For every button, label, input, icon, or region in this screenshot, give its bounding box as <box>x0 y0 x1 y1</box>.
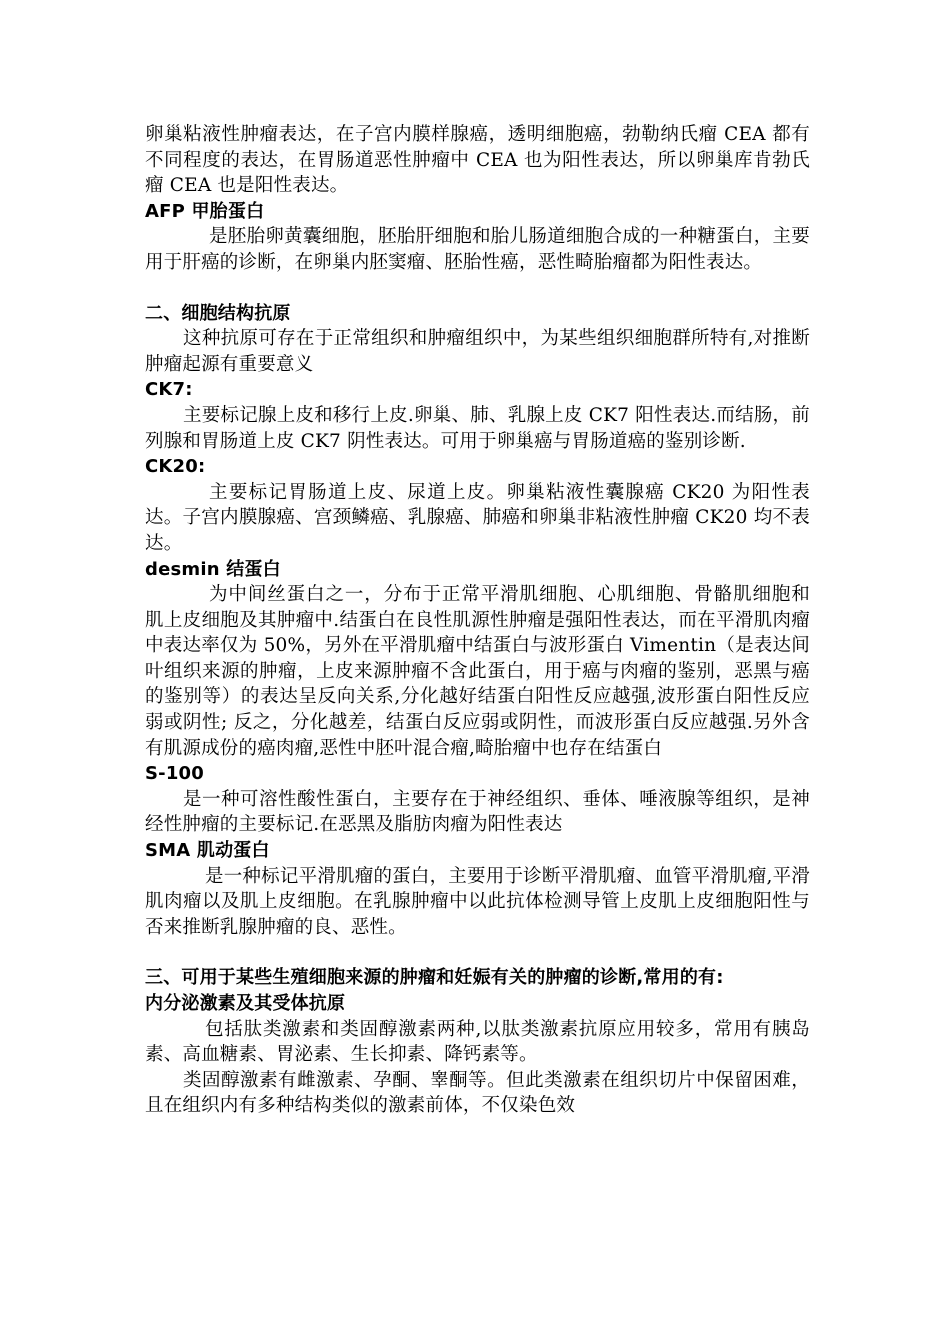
afp-paragraph: 是胚胎卵黄囊细胞，胚胎肝细胞和胎儿肠道细胞合成的一种糖蛋白，主要用于肝癌的诊断，在卵巢内胚窦瘤、胚胎性癌，恶性畸胎瘤都为阳性表达。 <box>145 226 810 273</box>
spacer <box>145 940 810 965</box>
ck20-heading: CK20: <box>145 456 206 478</box>
ck7-paragraph: 主要标记腺上皮和移行上皮.卵巢、肺、乳腺上皮 CK7 阳性表达.而结肠，前列腺和胃肠道上皮 CK7 阴性表达。可用于卵巢癌与胃肠道癌的鉴别诊断. <box>145 404 810 452</box>
section-3-heading: 三、可用于某些生殖细胞来源的肿瘤和妊娠有关的肿瘤的诊断,常用的有: <box>145 967 724 989</box>
sma-paragraph: 是一种标记平滑肌瘤的蛋白，主要用于诊断平滑肌瘤、血管平滑肌瘤,平滑肌肉瘤以及肌上皮细胞。在乳腺肿瘤中以此抗体检测导管上皮肌上皮细胞阳性与否来推断乳腺肿瘤的良、恶性。 <box>145 865 810 938</box>
spacer <box>145 276 810 301</box>
s100-paragraph: 是一种可溶性酸性蛋白，主要存在于神经组织、垂体、唾液腺等组织，是神经性肿瘤的主要标记.在恶黑及脂肪肉瘤为阳性表达 <box>145 788 810 836</box>
section-2-heading: 二、细胞结构抗原 <box>145 302 291 324</box>
desmin-heading: desmin 结蛋白 <box>145 558 281 580</box>
endocrine-heading: 内分泌激素及其受体抗原 <box>145 993 346 1014</box>
sma-heading: SMA 肌动蛋白 <box>145 840 270 862</box>
section-2-paragraph: 这种抗原可存在于正常组织和肿瘤组织中，为某些组织细胞群所特有,对推断肿瘤起源有重要意义 <box>145 328 810 375</box>
ck20-paragraph: 主要标记胃肠道上皮、尿道上皮。卵巢粘液性囊腺癌 CK20 为阳性表达。子宫内膜腺癌、宫颈鳞癌、乳腺癌、肺癌和卵巢非粘液性肿瘤 CK20 均不表达。 <box>145 481 810 554</box>
intro-paragraph: 卵巢粘液性肿瘤表达，在子宫内膜样腺癌，透明细胞癌，勃勒纳氏瘤 CEA 都有不同程度的表达，在胃肠道恶性肿瘤中 CEA 也为阳性表达，所以卵巢库肯勃氏瘤 CEA 也是阳性表达。 <box>145 124 810 197</box>
endocrine-paragraph-2: 类固醇激素有雌激素、孕酮、睾酮等。但此类激素在组织切片中保留困难，且在组织内有多种结构类似的激素前体，不仅染色效 <box>145 1069 810 1117</box>
desmin-paragraph: 为中间丝蛋白之一，分布于正常平滑肌细胞、心肌细胞、骨骼肌细胞和 肌上皮细胞及其肿瘤中.结蛋白在良性肌源性肿瘤是强阳性表达，而在平滑肌肉瘤中表达率仅为 50%，另外在平滑肌瘤中结蛋白与波形蛋白 Vimentin（是表达间叶组织来源的肿瘤，上皮来源肿瘤不含此蛋白，用于癌与肉瘤的鉴别，恶黑与癌的鉴别等）的表达呈反向关系,分化越好结蛋白阳性反应越强,波形蛋白阳性反应弱或阴性; 反之，分化越差，结蛋白反应弱或阴性，而波形蛋白反应越强.另外含有肌源成份的癌肉瘤,恶性中胚叶混合瘤,畸胎瘤中也存在结蛋白 <box>145 584 810 759</box>
afp-heading: AFP 甲胎蛋白 <box>145 200 265 222</box>
s100-heading: S-100 <box>145 763 205 785</box>
ck7-heading: CK7: <box>145 379 193 401</box>
endocrine-paragraph-1: 包括肽类激素和类固醇激素两种,以肽类激素抗原应用较多，常用有胰岛素、高血糖素、胃泌素、生长抑素、降钙素等。 <box>145 1018 810 1066</box>
document-body <box>145 122 810 1119</box>
